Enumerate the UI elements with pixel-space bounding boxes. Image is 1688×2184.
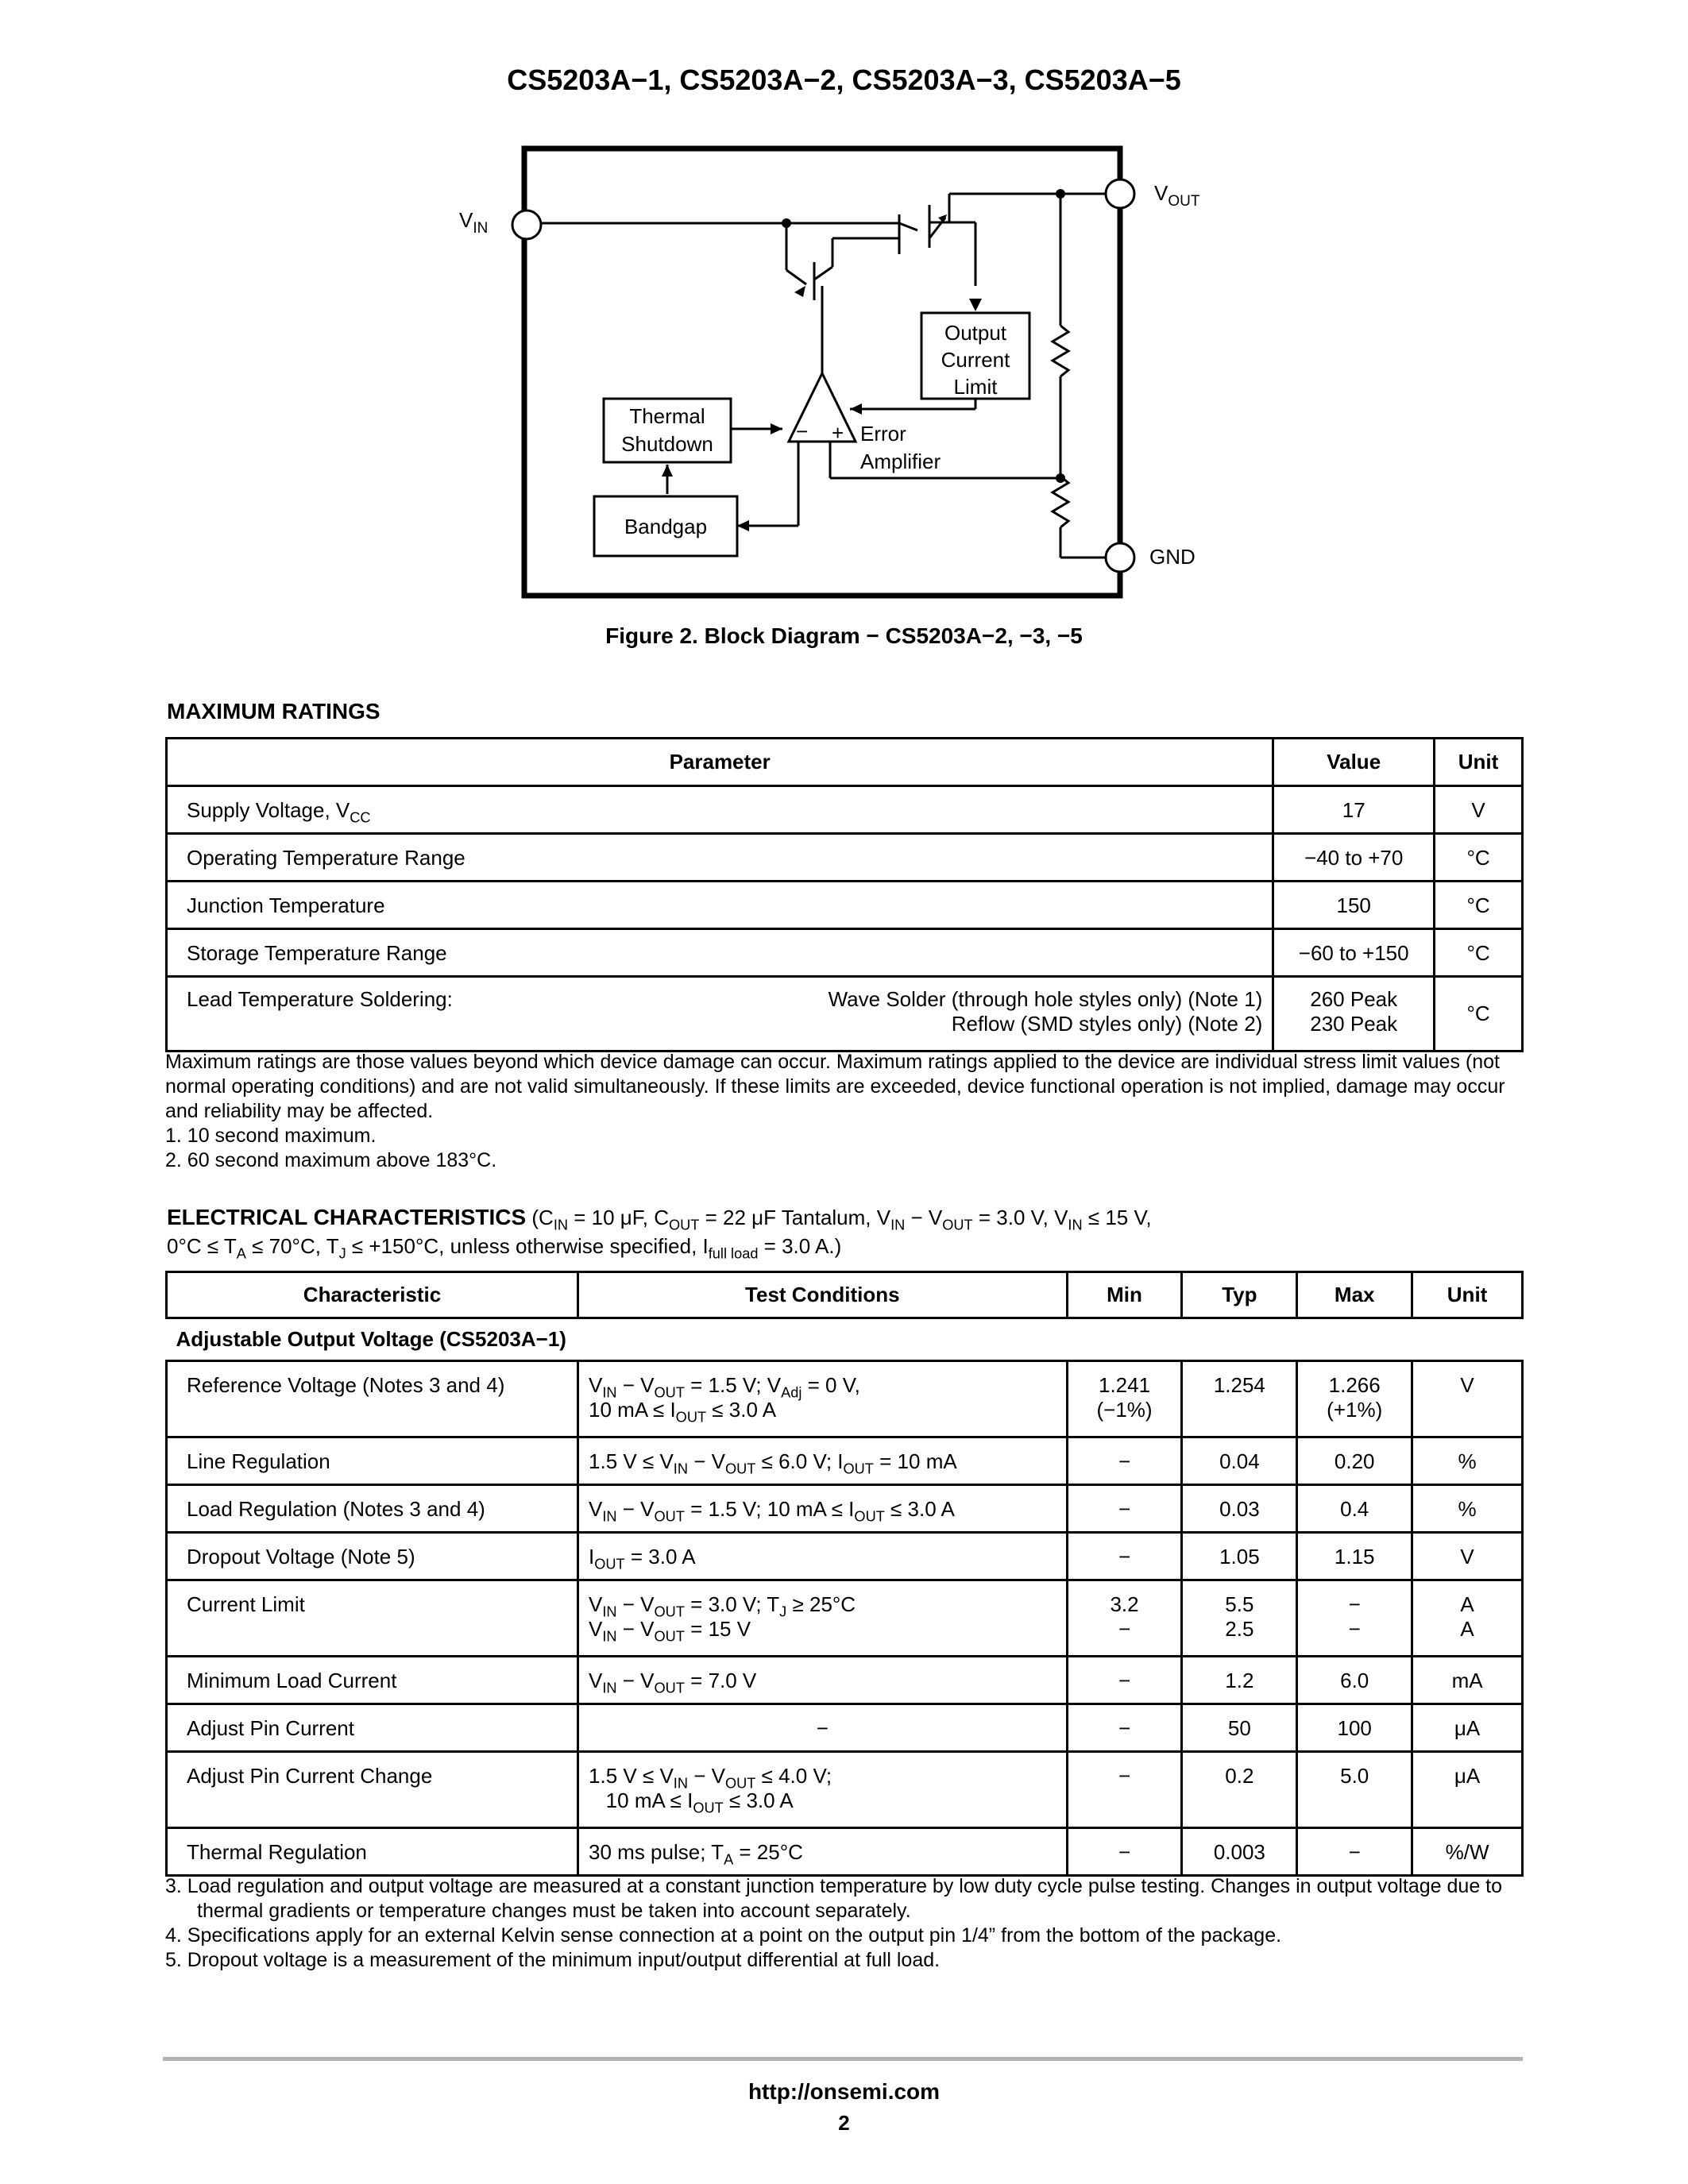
lead-temp-cond-1: Wave Solder (through hole styles only) (Note 1) — [828, 987, 1263, 1011]
value-cell: −60 to +150 — [1273, 929, 1435, 977]
table-row — [167, 1485, 1523, 1533]
vout-label-sub: OUT — [1168, 193, 1200, 210]
vout-pin — [1106, 179, 1134, 208]
footnote-1: 1. 10 second maximum. — [165, 1125, 377, 1147]
characteristic-cell: Adjust Pin Current Change — [167, 1752, 578, 1828]
unit-cell: μA — [1412, 1752, 1523, 1828]
min-cell: 3.2 − — [1067, 1580, 1182, 1657]
test-conditions-cell: $V_{IN} - V_{OUT} = 7.0$ V — [578, 1657, 1068, 1704]
table-row — [167, 1437, 1523, 1485]
lead-temp-param: Lead Temperature Soldering: — [187, 987, 453, 1011]
max-cell: 1.266 (+1%) — [1297, 1361, 1412, 1437]
lead-temp-value-2: 230 Peak — [1310, 1012, 1398, 1036]
min-cell: − — [1067, 1828, 1182, 1876]
typ-cell: 1.2 — [1182, 1657, 1297, 1704]
vin-pin — [512, 210, 541, 239]
col-typ: Typ — [1182, 1272, 1297, 1318]
unit-cell: mA — [1412, 1657, 1523, 1704]
col-test-conditions: Test Conditions — [578, 1272, 1068, 1318]
max-ratings-note-text: Maximum ratings are those values beyond which device damage can occur. Maximum ratings applied to the device are individual stress limit values (not normal operating conditions) and are not valid simultaneously. If these limits are exceeded, device functional operation is not implied, damage may occur and reliability may be affected. — [165, 1051, 1505, 1122]
unit-cell: A A — [1412, 1580, 1523, 1657]
footnote-2: 2. 60 second maximum above 183°C. — [165, 1149, 497, 1171]
amp-minus-label: − — [796, 419, 809, 443]
value-cell: 150 — [1273, 882, 1435, 929]
table-row — [167, 1657, 1523, 1704]
test-conditions-cell: $V_{IN} - V_{OUT} = 3.0$ V; $T_J \ge 25^\circ C$ $V_{IN} - V_{OUT} = 15$ V — [578, 1580, 1068, 1657]
block-diagram — [0, 0, 1688, 619]
unit-cell: °C — [1435, 882, 1523, 929]
table-row — [167, 786, 1523, 834]
max-cell: − — [1297, 1828, 1412, 1876]
min-cell: − — [1067, 1704, 1182, 1752]
min-cell: − — [1067, 1752, 1182, 1828]
gnd-pin — [1106, 543, 1134, 572]
erramp-label-1: Error — [860, 422, 906, 446]
unit-cell: V — [1412, 1533, 1523, 1580]
ocl-label-3: Limit — [953, 375, 998, 399]
param-sub: CC — [350, 809, 371, 826]
typ-cell: 50 — [1182, 1704, 1297, 1752]
test-conditions-cell: $V_{IN} - V_{OUT} = 1.5$ V; $V_{Adj} = 0$ V, 10 mA ≤ $I_{OUT} \le 3.0$ A — [578, 1361, 1068, 1437]
min-cell: 1.241 (−1%) — [1067, 1361, 1182, 1437]
param-cell: Junction Temperature — [167, 882, 1273, 929]
value-cell: 17 — [1273, 786, 1435, 834]
page-title: CS5203A−1, CS5203A−2, CS5203A−3, CS5203A−5 — [507, 64, 1181, 96]
table-row — [167, 1704, 1523, 1752]
typ-cell: 0.04 — [1182, 1437, 1297, 1485]
col-max: Max — [1297, 1272, 1412, 1318]
typ-cell: 0.2 — [1182, 1752, 1297, 1828]
test-conditions-cell: − — [578, 1704, 1068, 1752]
table-row — [167, 834, 1523, 882]
bandgap-label: Bandgap — [624, 515, 708, 538]
unit-cell: μA — [1412, 1704, 1523, 1752]
col-min: Min — [1067, 1272, 1182, 1318]
max-cell: 0.20 — [1297, 1437, 1412, 1485]
lead-temp-cell — [187, 987, 1262, 1036]
characteristic-cell: Adjust Pin Current — [167, 1704, 578, 1752]
vin-label: V — [459, 208, 473, 232]
characteristic-cell: Reference Voltage (Notes 3 and 4) — [167, 1361, 578, 1437]
elec-table — [165, 1271, 1524, 1877]
page-number: 2 — [838, 2111, 850, 2135]
svg-text:VIN — [459, 208, 488, 237]
elec-notes — [165, 1874, 1532, 1973]
lead-temp-cond-2: Reflow (SMD styles only) (Note 2) — [951, 1012, 1263, 1036]
col-parameter: Parameter — [167, 739, 1273, 786]
footnote-5: 5. Dropout voltage is a measurement of the minimum input/output differential at full load. — [165, 1949, 941, 1971]
unit-cell: °C — [1435, 834, 1523, 882]
footnote-4: 4. Specifications apply for an external Kelvin sense connection at a point on the output pin 1/4” from the bottom of the package. — [165, 1924, 1282, 1947]
typ-cell: 0.003 — [1182, 1828, 1297, 1876]
test-conditions-cell: 30 ms pulse; $T_A = 25^\circ C$ — [578, 1828, 1068, 1876]
table-row — [167, 1361, 1523, 1437]
max-ratings-notes — [165, 1050, 1532, 1173]
table-header-row — [167, 1272, 1523, 1318]
min-cell: − — [1067, 1485, 1182, 1533]
footer-divider — [163, 2057, 1523, 2061]
max-cell: 5.0 — [1297, 1752, 1412, 1828]
characteristic-cell: Minimum Load Current — [167, 1657, 578, 1704]
lead-temp-value-1: 260 Peak — [1310, 987, 1398, 1011]
max-cell: 6.0 — [1297, 1657, 1412, 1704]
col-unit: Unit — [1435, 739, 1523, 786]
typ-cell: 5.5 2.5 — [1182, 1580, 1297, 1657]
max-cell: 100 — [1297, 1704, 1412, 1752]
param-cell: Storage Temperature Range — [167, 929, 1273, 977]
table-row — [167, 1580, 1523, 1657]
thermal-label-1: Thermal — [629, 404, 705, 428]
elec-cond-line-1: ($C_{IN} = 10$ μF, $C_{OUT} = 22$ μF Tantalum, $V_{IN} - V_{OUT} = 3.0$ V, $V_{IN} \le 15$ V, — [531, 1206, 1152, 1233]
max-cell: 0.4 — [1297, 1485, 1412, 1533]
characteristic-cell: Current Limit — [167, 1580, 578, 1657]
unit-cell: °C — [1435, 929, 1523, 977]
unit-cell: % — [1412, 1485, 1523, 1533]
figure-caption: Figure 2. Block Diagram − CS5203A−2, −3, −5 — [605, 623, 1083, 648]
typ-cell: 1.05 — [1182, 1533, 1297, 1580]
thermal-label-2: Shutdown — [621, 432, 713, 456]
unit-cell: V — [1412, 1361, 1523, 1437]
amp-plus-label: + — [832, 421, 844, 445]
table-row — [167, 929, 1523, 977]
characteristic-cell: Line Regulation — [167, 1437, 578, 1485]
max-cell: 1.15 — [1297, 1533, 1412, 1580]
min-cell: − — [1067, 1533, 1182, 1580]
ocl-label-1: Output — [944, 321, 1007, 345]
characteristic-cell: Dropout Voltage (Note 5) — [167, 1533, 578, 1580]
ocl-label-2: Current — [941, 348, 1010, 372]
unit-cell: V — [1435, 786, 1523, 834]
param-cell: Supply Voltage, V — [187, 798, 350, 822]
footnote-3: 3. Load regulation and output voltage are measured at a constant junction temperature by low duty cycle pulse testing. Changes in output voltage due to thermal gradients or temperature changes must be taken into account separately. — [165, 1875, 1503, 1922]
table-header-row — [167, 739, 1523, 786]
test-conditions-cell: 1.5 $V \le V_{IN} - V_{OUT} \le 6.0$ V; $I_{OUT} = 10$ mA — [578, 1437, 1068, 1485]
test-conditions-cell: $I_{OUT} = 3.0$ A — [578, 1533, 1068, 1580]
characteristic-cell: Load Regulation (Notes 3 and 4) — [167, 1485, 578, 1533]
max-ratings-table — [165, 737, 1524, 1052]
lead-temp-unit: °C — [1435, 977, 1523, 1051]
vout-label: V — [1154, 181, 1168, 205]
table-row — [167, 977, 1523, 1051]
value-cell: −40 to +70 — [1273, 834, 1435, 882]
erramp-label-2: Amplifier — [860, 450, 941, 473]
min-cell: − — [1067, 1437, 1182, 1485]
unit-cell: % — [1412, 1437, 1523, 1485]
col-characteristic: Characteristic — [167, 1272, 578, 1318]
col-unit: Unit — [1412, 1272, 1523, 1318]
elec-cond-line-2: $0^\circ C \le T_A \le 70^\circ C$, $T_J \le +150^\circ C$, unless otherwise specified, $I_{full load} = 3.0$ A.) — [167, 1234, 842, 1262]
gnd-label: GND — [1149, 545, 1196, 569]
table-row — [167, 882, 1523, 929]
unit-cell: %/W — [1412, 1828, 1523, 1876]
table-row — [167, 1828, 1523, 1876]
table-row — [167, 1752, 1523, 1828]
group-row — [167, 1318, 1523, 1361]
footer-url[interactable]: http://onsemi.com — [747, 2079, 941, 2104]
typ-cell: 0.03 — [1182, 1485, 1297, 1533]
test-conditions-cell: $V_{IN} - V_{OUT} = 1.5$ V; 10 mA ≤ $I_{OUT} \le 3.0$ A — [578, 1485, 1068, 1533]
typ-cell: 1.254 — [1182, 1361, 1297, 1437]
elec-heading — [167, 1203, 1533, 1260]
min-cell: − — [1067, 1657, 1182, 1704]
characteristic-cell: Thermal Regulation — [167, 1828, 578, 1876]
elec-title: ELECTRICAL CHARACTERISTICS — [167, 1205, 527, 1229]
test-conditions-cell: 1.5 $V \le V_{IN} - V_{OUT} \le 4.0$ V; 10 mA ≤ $I_{OUT} \le 3.0$ A — [578, 1752, 1068, 1828]
svg-text:VOUT — [1154, 181, 1200, 210]
group-label: Adjustable Output Voltage (CS5203A−1) — [167, 1318, 1523, 1361]
col-value: Value — [1273, 739, 1435, 786]
table-row — [167, 1533, 1523, 1580]
max-cell: − − — [1297, 1580, 1412, 1657]
param-cell: Operating Temperature Range — [167, 834, 1273, 882]
max-ratings-title: MAXIMUM RATINGS — [167, 699, 380, 723]
vin-label-sub: IN — [473, 220, 489, 237]
